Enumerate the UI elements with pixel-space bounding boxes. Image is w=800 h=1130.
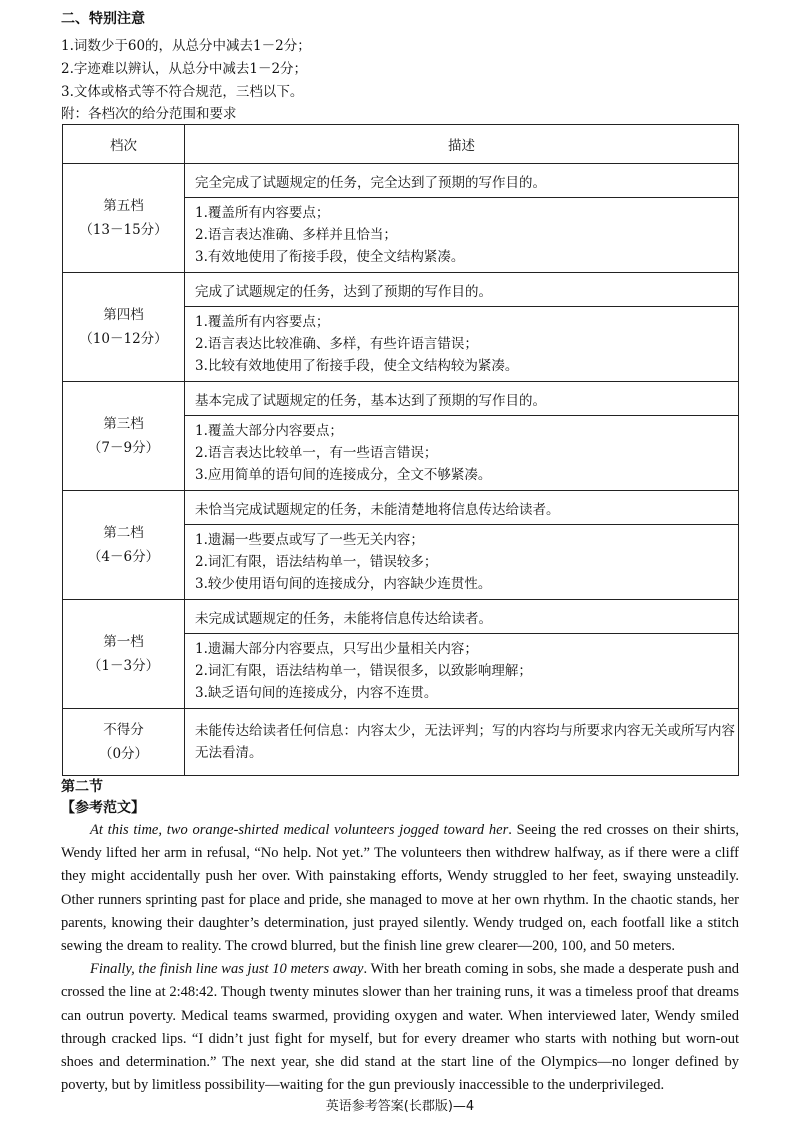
table-row (63, 491, 739, 525)
level-summary: 未完成试题规定的任务，未能将信息传达给读者。 (185, 600, 739, 634)
detail-line: 1.遗漏大部分内容要点，只写出少量相关内容； (195, 641, 478, 657)
part-title: 第二节 (61, 779, 103, 795)
paragraph-lead-sentence: Finally, the finish line was just 10 meters away (90, 961, 364, 978)
level-range: （0分） (98, 746, 149, 762)
page-footer: 英语参考答案(长郡版)—4 (325, 1099, 475, 1114)
level-details (185, 198, 739, 273)
level-name: 第五档 (103, 198, 144, 214)
level-cell (63, 491, 185, 600)
detail-line: 2.语言表达比较准确、多样，有些许语言错误； (195, 336, 478, 352)
table-row (63, 382, 739, 416)
level-details (185, 525, 739, 600)
sample-essay-title: 【参考范文】 (61, 800, 145, 816)
detail-line: 3.应用简单的语句间的连接成分，全文不够紧凑。 (195, 467, 492, 483)
detail-line: 1.覆盖所有内容要点； (195, 314, 330, 330)
table-row (63, 164, 739, 198)
detail-line: 2.语言表达准确、多样并且恰当； (195, 227, 397, 243)
table-row (63, 600, 739, 634)
level-cell (63, 273, 185, 382)
level-summary: 完成了试题规定的任务，达到了预期的写作目的。 (185, 273, 739, 307)
scoring-table (62, 124, 739, 776)
level-details (185, 307, 739, 382)
level-summary: 未恰当完成试题规定的任务，未能清楚地将信息传达给读者。 (185, 491, 739, 525)
detail-line: 2.语言表达比较单一，有一些语言错误； (195, 445, 438, 461)
detail-line: 3.比较有效地使用了衔接手段，使全文结构较为紧凑。 (195, 358, 519, 374)
detail-line: 2.词汇有限，语法结构单一，错误较多； (195, 554, 438, 570)
level-cell (63, 164, 185, 273)
table-header-row (63, 125, 739, 164)
level-range: （4－6分） (87, 549, 160, 565)
level-range: （10－12分） (79, 331, 168, 347)
header-description: 描述 (185, 125, 739, 164)
note-line-3: 3.文体或格式等不符合规范，三档以下。 (61, 84, 304, 100)
level-cell (63, 709, 185, 776)
level-cell (63, 600, 185, 709)
essay-paragraph-1 (61, 819, 739, 958)
section-title: 二、特别注意 (61, 11, 145, 27)
table-row (63, 709, 739, 776)
paragraph-lead-sentence: At this time, two orange-shirted medical volunteers jogged toward her (90, 822, 509, 838)
appendix-title: 附：各档次的给分范围和要求 (61, 106, 237, 122)
detail-line: 3.有效地使用了衔接手段，使全文结构紧凑。 (195, 249, 465, 265)
level-name: 不得分 (103, 722, 144, 738)
level-name: 第一档 (103, 634, 144, 650)
table-row (63, 273, 739, 307)
note-line-1: 1.词数少于60的，从总分中减去1－2分； (61, 38, 311, 54)
zero-score-description: 未能传达给读者任何信息：内容太少，无法评判；写的内容均与所要求内容无关或所写内容无法看清。 (185, 709, 739, 776)
detail-line: 1.覆盖所有内容要点； (195, 205, 330, 221)
level-name: 第三档 (103, 416, 144, 432)
sample-essay (61, 819, 739, 1097)
essay-paragraph-2 (61, 958, 739, 1097)
paragraph-body: . With her breath coming in sobs, she made a desperate push and crossed the line at 2:48:42. Though twenty minutes slower than her training runs, it was a timeless proof that dreams can outrun poverty. Medical teams swarmed, providing oxygen and water. When interviewed later, Wendy smiled through cracked lips. “I didn’t just fight for myself, but for every dreamer who starts with nothing but worn-out shoes and determination.” The next year, she did stand at the start line of the Olympics—no longer defined by poverty, but by limitless possibility—waiting for the gun previously inaccessible to the underprivileged. (61, 961, 740, 1094)
level-summary: 完全完成了试题规定的任务，完全达到了预期的写作目的。 (185, 164, 739, 198)
detail-line: 3.较少使用语句间的连接成分，内容缺少连贯性。 (195, 576, 492, 592)
level-details (185, 634, 739, 709)
note-line-2: 2.字迹难以辨认，从总分中减去1－2分； (61, 61, 308, 77)
level-summary: 基本完成了试题规定的任务，基本达到了预期的写作目的。 (185, 382, 739, 416)
header-level: 档次 (63, 125, 185, 164)
level-name: 第四档 (103, 307, 144, 323)
level-range: （1－3分） (87, 658, 160, 674)
detail-line: 1.遗漏一些要点或写了一些无关内容； (195, 532, 424, 548)
paragraph-body: . Seeing the red crosses on their shirts, Wendy lifted her arm in refusal, “No help. Not yet.” The volunteers then withdrew halfway, as if there were a cliff they might accidentally push her over. With painstaking efforts, Wendy struggled to her feet, swaying unsteadily. Other runners sprinting past for place and pride, she managed to move at her own rhythm. In the chaotic stands, her parents, knowing their daughter’s determination, just prayed silently. Wendy trudged on, each footfall like a stitch sewing the dream to reality. The crowd blurred, but the finish line grew clearer—200, 100, and 50 meters. (61, 822, 739, 955)
detail-line: 1.覆盖大部分内容要点； (195, 423, 343, 439)
level-range: （7－9分） (87, 440, 160, 456)
level-range: （13－15分） (79, 222, 168, 238)
level-name: 第二档 (103, 525, 144, 541)
detail-line: 3.缺乏语句间的连接成分，内容不连贯。 (195, 685, 438, 701)
detail-line: 2.词汇有限，语法结构单一，错误很多，以致影响理解； (195, 663, 532, 679)
level-cell (63, 382, 185, 491)
level-details (185, 416, 739, 491)
